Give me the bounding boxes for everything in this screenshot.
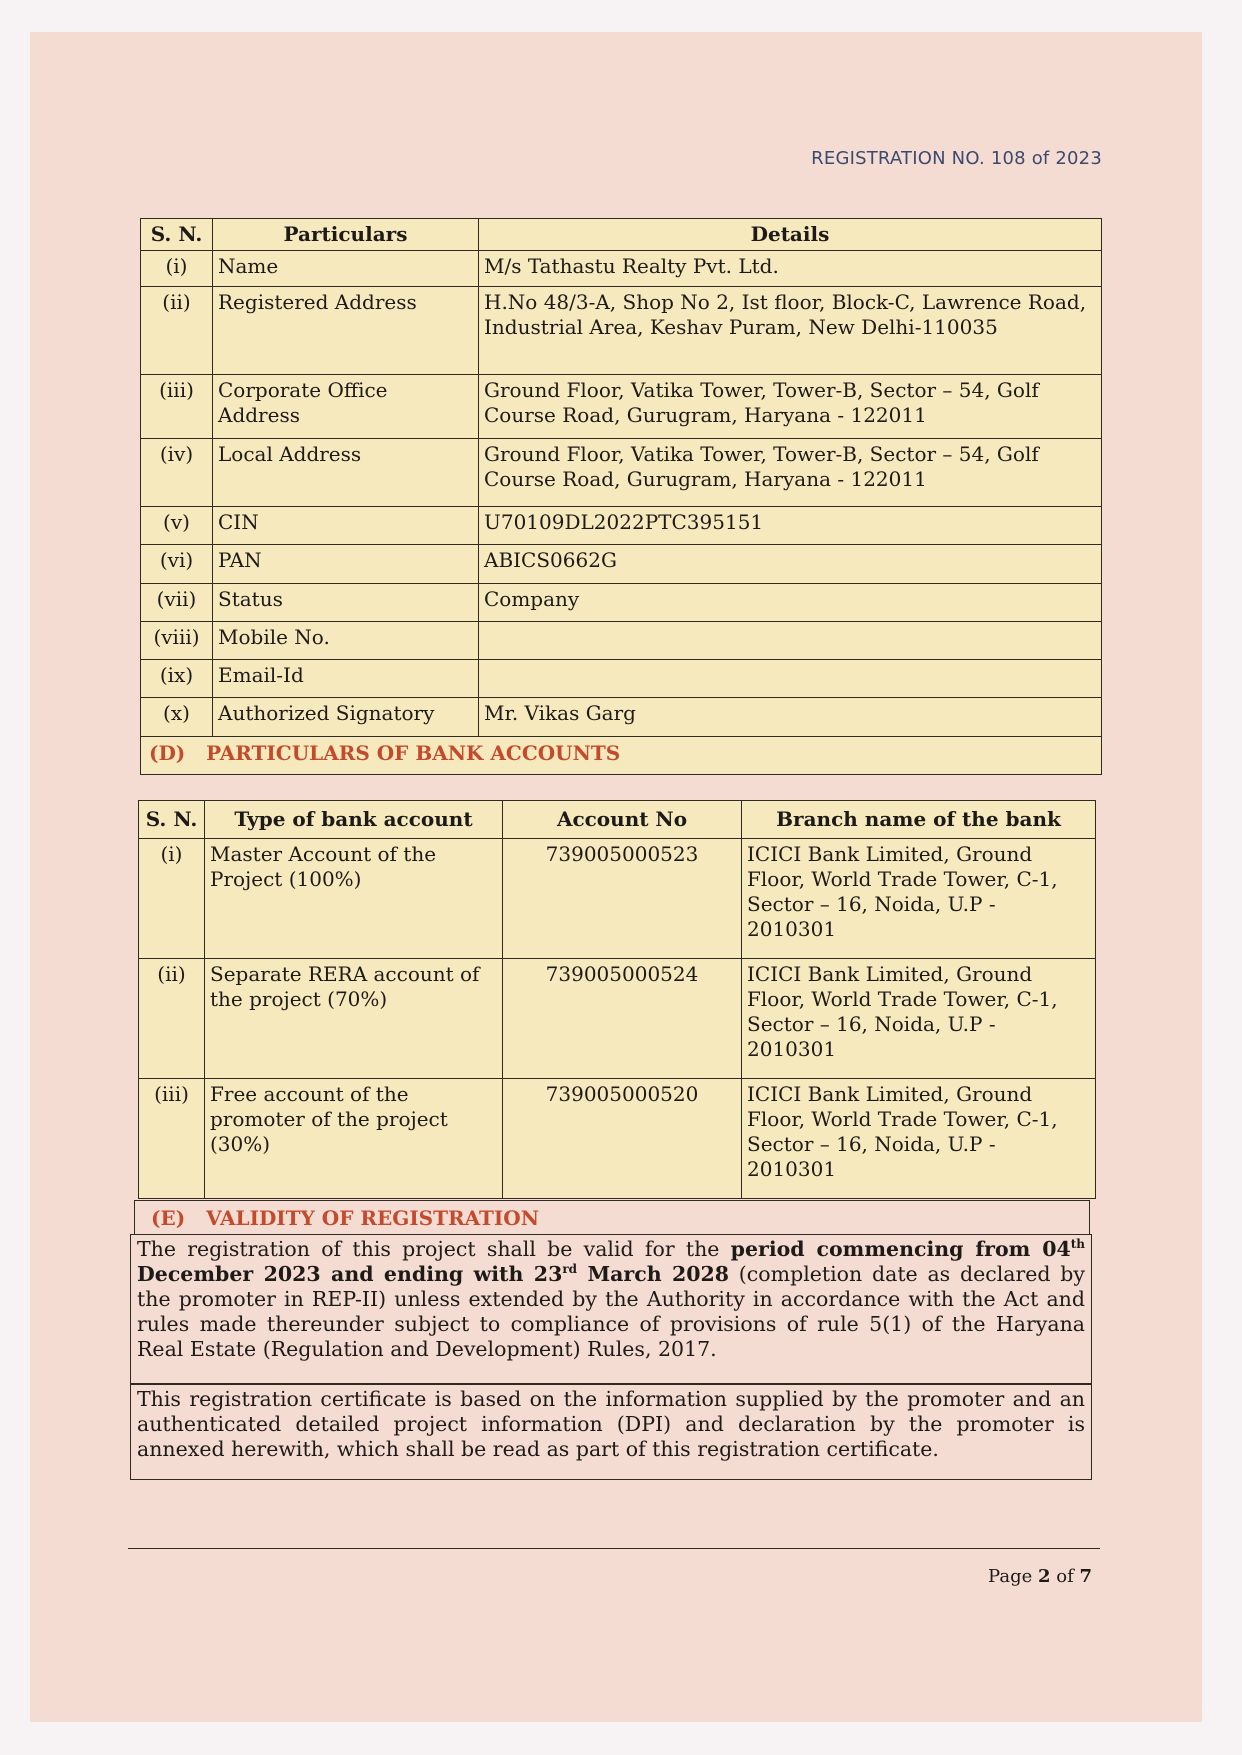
- table-row: [141, 251, 1102, 287]
- section-d-label: (D): [149, 741, 186, 765]
- validity-period-mid: December 2023 and ending with 23: [137, 1262, 563, 1286]
- footer-divider: [128, 1548, 1100, 1549]
- page-of: of: [1050, 1566, 1080, 1587]
- registration-number: REGISTRATION NO. 108 of 2023: [811, 148, 1102, 169]
- page-total: 7: [1079, 1566, 1092, 1587]
- row-detail: H.No 48/3-A, Shop No 2, Ist floor, Block-C, Lawrence Road, Industrial Area, Keshav Puram, New Delhi-110035: [479, 287, 1102, 375]
- row-type: Separate RERA account of the project (70%): [205, 959, 503, 1079]
- table-row: [141, 698, 1102, 737]
- row-particular: CIN: [213, 507, 479, 545]
- row-sn: (iii): [141, 375, 213, 439]
- header-sn: S. N.: [139, 801, 205, 839]
- row-sn: (v): [141, 507, 213, 545]
- page-number: [988, 1566, 1092, 1587]
- row-detail: Ground Floor, Vatika Tower, Tower-B, Sector – 54, Golf Course Road, Gurugram, Haryana - 122011: [479, 375, 1102, 439]
- row-particular: Registered Address: [213, 287, 479, 375]
- page-current: 2: [1037, 1566, 1051, 1587]
- validity-text-rest: (completion date as declared by the promoter in REP-II) unless extended by the Authority in accordance with the Act and rules made thereunder subject to compliance of provisions of rule 5(1) of the Haryana Real Estate (Regulation and Development) Rules, 2017.: [137, 1262, 1085, 1361]
- header-account-no: Account No: [503, 801, 742, 839]
- row-branch: ICICI Bank Limited, Ground Floor, World Trade Tower, C-1, Sector – 16, Noida, U.P - 2010301: [742, 959, 1096, 1079]
- row-account-no: 739005000520: [503, 1079, 742, 1199]
- validity-paragraph: [130, 1234, 1092, 1384]
- table-row: [141, 375, 1102, 439]
- table-row: [141, 439, 1102, 507]
- row-particular: PAN: [213, 545, 479, 584]
- row-detail: U70109DL2022PTC395151: [479, 507, 1102, 545]
- table-row: [141, 507, 1102, 545]
- bank-accounts-table: [138, 800, 1096, 1199]
- promoter-details-table: [140, 218, 1102, 775]
- row-sn: (i): [141, 251, 213, 287]
- row-detail: [479, 660, 1102, 698]
- header-particulars: Particulars: [213, 219, 479, 251]
- validity-period-start: period commencing from 04: [730, 1237, 1071, 1261]
- row-particular: Corporate Office Address: [213, 375, 479, 439]
- row-particular: Authorized Signatory: [213, 698, 479, 737]
- table-row: [139, 839, 1096, 959]
- row-branch: ICICI Bank Limited, Ground Floor, World Trade Tower, C-1, Sector – 16, Noida, U.P - 2010301: [742, 839, 1096, 959]
- row-detail: [479, 622, 1102, 660]
- table-row: [141, 545, 1102, 584]
- table-row: [139, 959, 1096, 1079]
- row-sn: (x): [141, 698, 213, 737]
- row-detail: ABICS0662G: [479, 545, 1102, 584]
- table-row: [141, 287, 1102, 375]
- header-type: Type of bank account: [205, 801, 503, 839]
- table-row: [141, 584, 1102, 622]
- table-header-row: [141, 219, 1102, 251]
- row-sn: (ii): [139, 959, 205, 1079]
- row-type: Master Account of the Project (100%): [205, 839, 503, 959]
- section-e-heading: [134, 1200, 1090, 1234]
- row-sn: (ix): [141, 660, 213, 698]
- ordinal-suffix: rd: [562, 1262, 578, 1277]
- ordinal-suffix: th: [1070, 1237, 1085, 1252]
- section-e-title: VALIDITY OF REGISTRATION: [206, 1206, 539, 1230]
- header-details: Details: [479, 219, 1102, 251]
- validity-period-end: March 2028: [577, 1262, 730, 1286]
- header-sn: S. N.: [141, 219, 213, 251]
- row-branch: ICICI Bank Limited, Ground Floor, World Trade Tower, C-1, Sector – 16, Noida, U.P - 2010301: [742, 1079, 1096, 1199]
- row-detail: Ground Floor, Vatika Tower, Tower-B, Sector – 54, Golf Course Road, Gurugram, Haryana - 122011: [479, 439, 1102, 507]
- row-detail: Mr. Vikas Garg: [479, 698, 1102, 737]
- row-sn: (iv): [141, 439, 213, 507]
- section-e-label: (E): [151, 1206, 186, 1230]
- validity-text-intro: The registration of this project shall be valid for the: [137, 1237, 731, 1261]
- row-sn: (iii): [139, 1079, 205, 1199]
- row-particular: Name: [213, 251, 479, 287]
- section-d-heading: [141, 737, 1102, 775]
- header-branch: Branch name of the bank: [742, 801, 1096, 839]
- row-sn: (vi): [141, 545, 213, 584]
- row-account-no: 739005000524: [503, 959, 742, 1079]
- row-particular: Mobile No.: [213, 622, 479, 660]
- row-particular: Email-Id: [213, 660, 479, 698]
- row-sn: (viii): [141, 622, 213, 660]
- row-type: Free account of the promoter of the project (30%): [205, 1079, 503, 1199]
- row-sn: (vii): [141, 584, 213, 622]
- section-d-title: PARTICULARS OF BANK ACCOUNTS: [206, 741, 621, 765]
- row-detail: Company: [479, 584, 1102, 622]
- table-row: [141, 622, 1102, 660]
- row-detail: M/s Tathastu Realty Pvt. Ltd.: [479, 251, 1102, 287]
- table-row: [139, 1079, 1096, 1199]
- table-header-row: [139, 801, 1096, 839]
- certificate-basis-paragraph: This registration certificate is based on the information supplied by the promoter and an authenticated detailed project information (DPI) and declaration by the promoter is annexed herewith, which shall be read as part of this registration certificate.: [130, 1384, 1092, 1480]
- section-d-heading-row: [141, 737, 1102, 775]
- page-prefix: Page: [988, 1566, 1038, 1587]
- row-account-no: 739005000523: [503, 839, 742, 959]
- row-particular: Status: [213, 584, 479, 622]
- table-row: [141, 660, 1102, 698]
- row-sn: (i): [139, 839, 205, 959]
- row-sn: (ii): [141, 287, 213, 375]
- row-particular: Local Address: [213, 439, 479, 507]
